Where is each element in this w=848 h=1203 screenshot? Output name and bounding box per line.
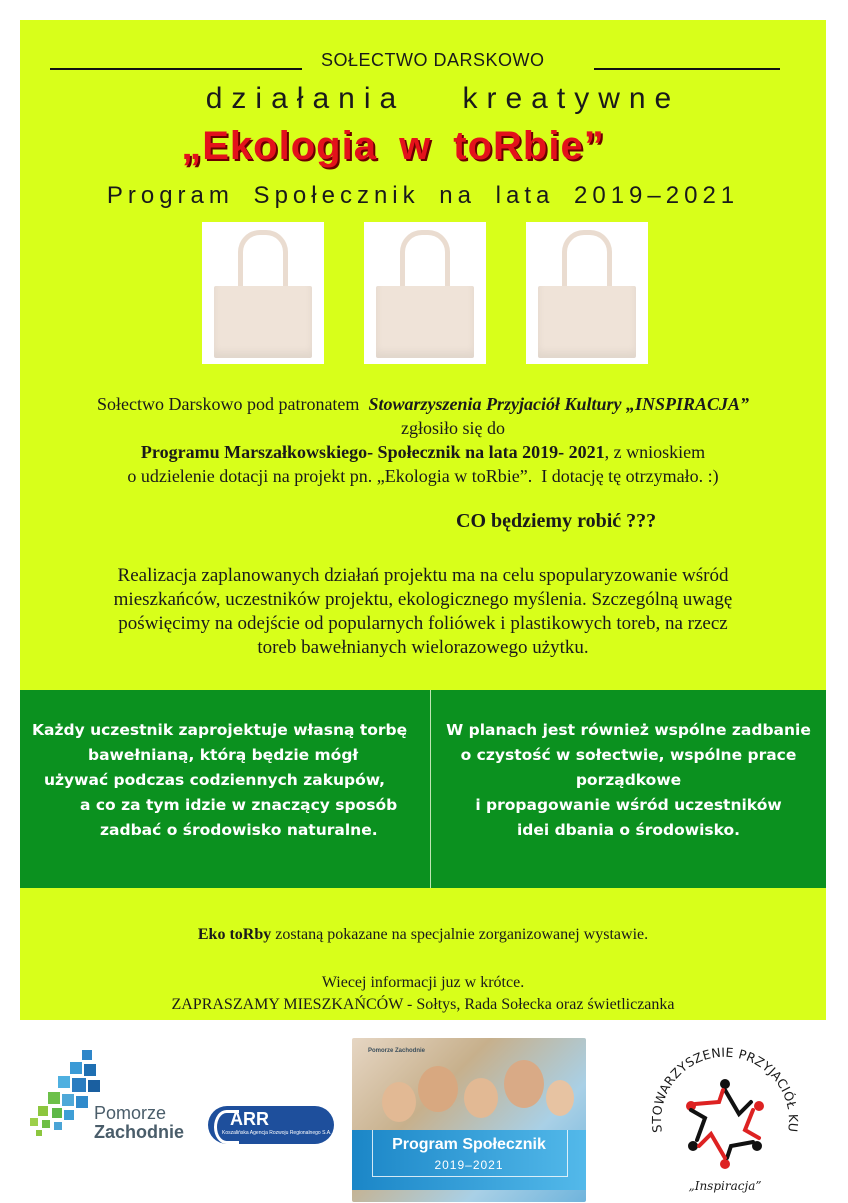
question-heading: CO będziemy robić ??? [456,510,657,532]
arr-logo [208,1106,334,1144]
seal-graphic [640,1032,810,1198]
arr-subtitle: Koszalińska Agencja Rozwoju Regionalnego S.A. [222,1130,332,1136]
info-line: porządkowe [575,771,682,789]
inspiracja-seal [640,1032,810,1198]
people-photo [382,1060,572,1130]
arr-wordmark: ARR [230,1109,269,1129]
green-info-box [20,690,826,888]
exhibition-text: zostaną pokazane na specjalnie zorganizowanej wystawie. [275,926,649,943]
info-line: zadbać o środowisko naturalne. [100,821,378,839]
header-line [34,48,814,74]
pomorze-zachodnie-logo [24,1050,204,1160]
pomorze-word: Pomorze [94,1103,167,1123]
ps-year: 2019–2021 [434,1158,504,1172]
more-info-line: Wiecej informacji juz w krótce. [321,974,525,991]
exhibition-note [20,926,826,944]
seal-bottom-text: „Inspiracja” [688,1179,762,1193]
seal-ring-text: STOWARZYSZENIE PRZYJACIÓŁ KU [648,1044,802,1134]
tote-bag-image [202,222,324,364]
header-rule-right [594,68,780,70]
info-line: o czystość w sołectwie, wspólne prace [460,746,797,764]
intro-text: Sołectwo Darskowo pod patronatem [96,394,360,414]
info-line: a co za tym idzie w znaczący sposób [80,796,398,814]
description-line: toreb bawełnianych wielorazowego użytku. [257,637,589,658]
info-line: bawełnianą, którą będzie mógł [88,746,359,764]
intro-text: o udzielenie dotacji na projekt pn. „Ekologia w toRbie”. [127,466,533,486]
program-spolecznik-card [352,1038,586,1202]
pomorze-wordmark [94,1104,184,1142]
invite-line: ZAPRASZAMY MIESZKAŃCÓW - Sołtys, Rada Sołecka oraz świetliczanka [171,996,675,1013]
zachodnie-word: Zachodnie [94,1122,185,1142]
info-line: i propagowanie wśród uczestników [475,796,782,814]
info-right [431,718,826,843]
bag-images [202,222,652,364]
description-line: poświęcimy na odejście od popularnych foliówek i plastikowych toreb, na rzecz [118,613,728,634]
pomorze-pixel-icon [24,1050,104,1150]
dancing-figures-icon [686,1079,764,1169]
program-line: Program Społecznik na lata 2019–2021 [106,182,740,209]
subtitle: działania kreatywne [205,82,681,115]
association-name: Stowarzyszenia Przyjaciół Kultury „INSPIRACJA” [368,394,750,414]
eko-torby-label: Eko toRby [197,926,272,943]
info-line: idei dbania o środowisko. [516,821,741,839]
intro-text: , z wnioskiem [604,442,706,462]
description-line: mieszkańców, uczestników projektu, ekologicznego myślenia. Szczególną uwagę [113,589,733,610]
ps-mini-logo: Pomorze Zachodnie [368,1048,426,1054]
description-paragraph [20,564,826,660]
poster [20,20,826,1020]
invitation [20,972,826,1016]
ps-title: Program Społecznik [392,1136,546,1153]
info-line: używać podczas codziennych zakupów, [44,771,386,789]
intro-text: zgłosiło się do [401,418,505,438]
info-line: Każdy uczestnik zaprojektuje własną torbę [32,721,408,739]
info-left [20,718,430,843]
village-name: SOŁECTWO DARSKOWO [321,50,545,70]
header-rule-left [50,68,302,70]
info-line: W planach jest również wspólne zadbanie [446,721,811,739]
intro-text: I dotację tę otrzymało. :) [541,466,719,486]
poster-title: „Ekologia w toRbie” [181,124,605,168]
tote-bag-image [526,222,648,364]
program-name: Programu Marszałkowskiego- Społecznik na lata 2019- 2021 [140,442,605,462]
description-line: Realizacja zaplanowanych działań projektu ma na celu spopularyzowanie wśród [117,565,729,586]
sponsor-logos [0,1030,848,1200]
intro-paragraph [20,392,826,488]
tote-bag-image [364,222,486,364]
